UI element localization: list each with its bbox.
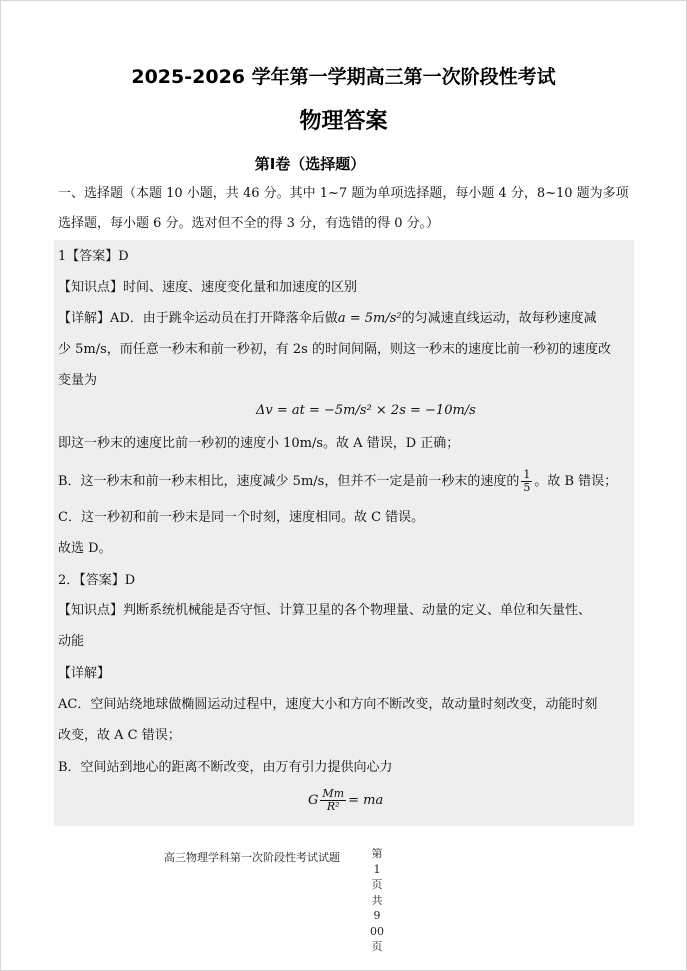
q2-detail: 【详解】: [58, 666, 111, 681]
q1-detail-formula: a = 5m/s²: [337, 311, 402, 326]
page-char: 页: [371, 940, 383, 953]
page-char: 共: [371, 893, 383, 907]
page-char: 第: [371, 847, 383, 860]
page-char: 1: [373, 862, 381, 876]
q1-choose: 故选 D。: [58, 541, 112, 556]
q1-detail-a: 【详解】AD．由于跳伞运动员在打开降落伞后做: [58, 311, 338, 326]
q1-b-fraction: [521, 469, 532, 494]
q1-b-frac-num: 1: [523, 468, 531, 481]
q1-line-4: 即这一秒末的速度比前一秒初的速度小 10m/s。故 A 错误，D 正确；: [58, 436, 460, 451]
footer-text: 高三物理学科第一次阶段性考试试题: [164, 851, 340, 864]
section-heading: 第Ⅰ卷（选择题）: [254, 155, 366, 173]
q2-knowledge-1: 【知识点】判断系统机械能是否守恒、计算卫星的各个物理量、动量的定义、单位和矢量性、: [58, 603, 592, 618]
q1-answer: 1【答案】D: [58, 249, 129, 264]
q2-answer: 2．【答案】D: [58, 573, 136, 588]
q1-b-text-b: 。故 B 错误；: [534, 474, 618, 489]
page-char: 00: [370, 924, 384, 938]
q1-detail-line-1: [58, 311, 597, 327]
q2-option-b: B．空间站到地心的距离不断改变，由万有引力提供向心力: [58, 760, 393, 775]
q2-ac-line-2: 改变，故 A C 错误；: [58, 728, 181, 743]
page-number: [370, 846, 384, 955]
q1-option-b: [58, 468, 617, 496]
q2-formula-fraction: [320, 788, 346, 813]
document-subtitle: 物理答案: [299, 109, 388, 134]
q2-formula-g: G: [308, 793, 319, 808]
q1-detail-line-2: 少 5m/s，而任意一秒末和前一秒初，有 2s 的时间间隔，则这一秒末的速度比前一秒初的速度改: [58, 342, 611, 357]
page-char: 页: [371, 878, 383, 891]
q1-detail-b: 的匀减速直线运动，故每秒速度减: [401, 311, 597, 326]
q1-b-frac-den: 5: [523, 481, 531, 494]
q2-ac-line-1: AC．空间站绕地球做椭圆运动过程中，速度大小和方向不断改变，故动量时刻改变，动能时刻: [58, 697, 598, 712]
q1-detail-line-3: 变量为: [58, 373, 98, 388]
q2-formula-rhs: = ma: [348, 793, 384, 808]
page-char: 9: [373, 909, 381, 922]
q1-option-c: C．这一秒初和前一秒末是同一个时刻，速度相同。故 C 错误。: [58, 510, 425, 525]
document-title: 2025-2026 学年第一学期高三第一次阶段性考试: [131, 66, 556, 88]
q2-formula-num: Mm: [322, 787, 345, 800]
intro-line-2: 选择题，每小题 6 分。选对但不全的得 3 分，有选错的得 0 分。）: [58, 216, 440, 231]
q1-b-text-a: B．这一秒末和前一秒末相比，速度减少 5m/s，但并不一定是前一秒末的速度的: [58, 474, 520, 489]
q1-formula: Δv = at = −5m/s² × 2s = −10m/s: [256, 403, 476, 418]
q2-knowledge-2: 动能: [58, 634, 85, 649]
q2-formula-den: R²: [326, 800, 340, 813]
q1-knowledge: 【知识点】时间、速度、速度变化量和加速度的区别: [58, 280, 358, 295]
q2-formula: [308, 788, 383, 813]
intro-line-1: 一、选择题（本题 10 小题，共 46 分。其中 1~7 题为单项选择题，每小题 4 分，8~10 题为多项: [58, 186, 629, 201]
